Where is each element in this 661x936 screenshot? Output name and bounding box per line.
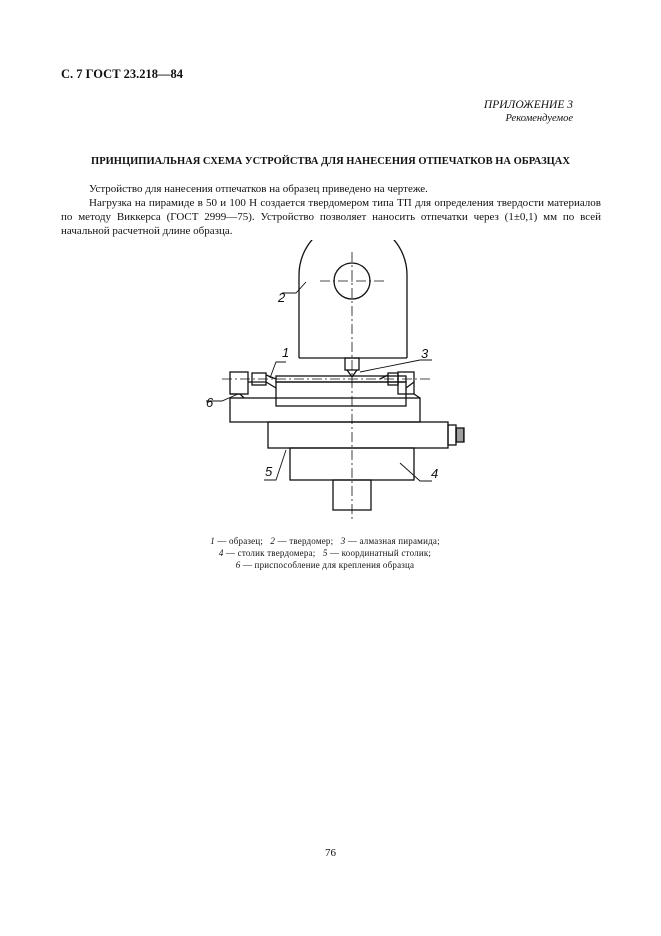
label-6: 6 xyxy=(206,395,214,410)
document-header: С. 7 ГОСТ 23.218—84 xyxy=(61,67,184,81)
fixture-base xyxy=(276,382,406,406)
paragraph: Устройство для нанесения отпечатков на образец приведено на чертеже. xyxy=(89,183,428,195)
legend-line-3 xyxy=(150,559,500,571)
appendix-subtitle: Рекомендуемое xyxy=(505,113,573,124)
label-5: 5 xyxy=(265,464,273,479)
legend-number: 6 xyxy=(235,560,241,570)
section-title: ПРИНЦИПИАЛЬНАЯ СХЕМА УСТРОЙСТВА ДЛЯ НАНЕСЕНИЯ ОТПЕЧАТКОВ НА ОБРАЗЦАХ xyxy=(91,156,570,167)
legend-text: — алмазная пирамида; xyxy=(345,536,440,546)
label-4: 4 xyxy=(431,466,439,481)
fixture-clamp-left xyxy=(230,372,248,394)
device-schematic xyxy=(190,240,480,525)
coordinate-table xyxy=(268,422,448,448)
legend-number: 3 xyxy=(340,536,346,546)
legend-number: 4 xyxy=(218,548,224,558)
table-knob xyxy=(448,425,456,445)
legend-text: — твердомер; xyxy=(275,536,334,546)
paragraph: Нагрузка на пирамиде в 50 и 100 Н создается твердомером типа ТП для определения твердости материалов по методу Виккерса (ГОСТ 2999—75). Устройство позволяет наносить отпечатки через (1±0,1) мм по всей начальной расчетной длине образца. xyxy=(61,197,601,237)
figure-legend xyxy=(150,535,500,571)
legend-number: 1 xyxy=(210,536,215,546)
page-number: 76 xyxy=(325,847,336,859)
legend-line-1 xyxy=(150,535,500,547)
legend-number: 2 xyxy=(270,536,276,546)
label-1: 1 xyxy=(282,345,290,360)
appendix-block xyxy=(484,98,573,126)
legend-text: — координатный столик; xyxy=(327,548,432,558)
legend-text: — столик твердомера; xyxy=(223,548,316,558)
appendix-title: ПРИЛОЖЕНИЕ 3 xyxy=(483,99,573,111)
body-text xyxy=(61,182,601,238)
label-3: 3 xyxy=(421,346,429,361)
base-plate xyxy=(230,398,420,422)
legend-text: — приспособление для крепления образца xyxy=(240,560,415,570)
legend-number: 5 xyxy=(322,548,328,558)
label-2: 2 xyxy=(278,290,286,305)
legend-line-2 xyxy=(150,547,500,559)
legend-text: — образец; xyxy=(214,536,264,546)
